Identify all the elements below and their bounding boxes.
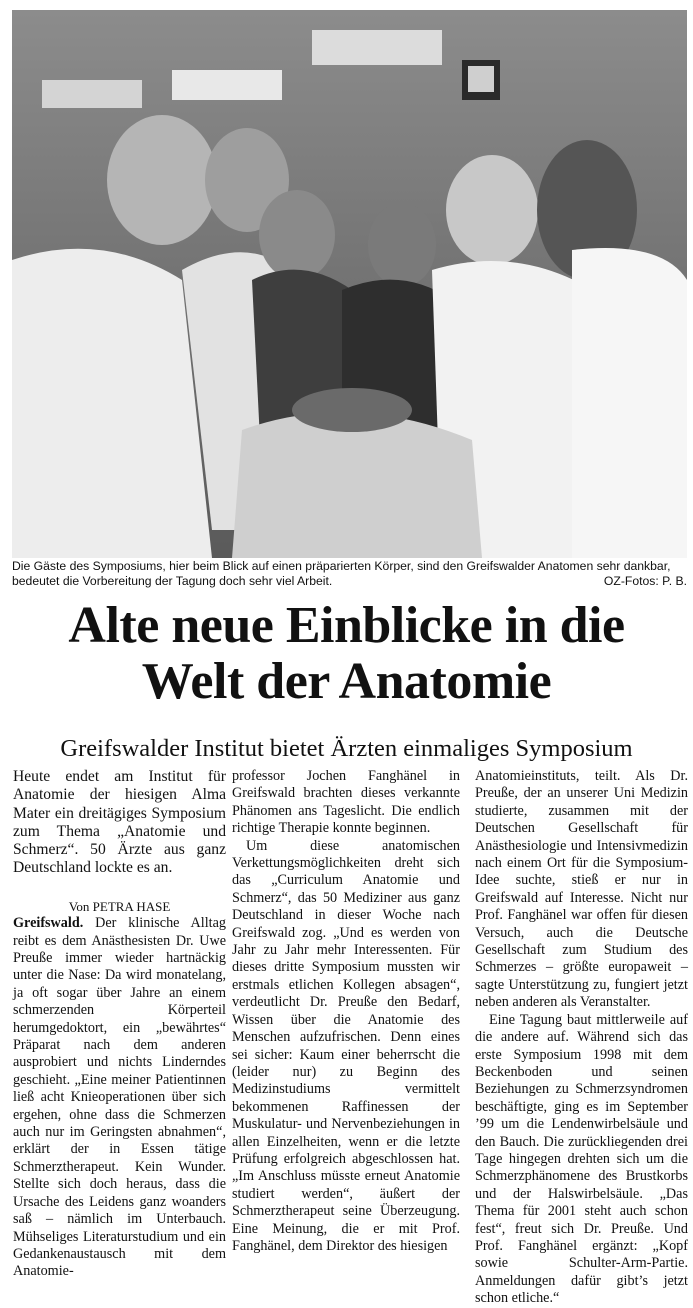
- paragraph-1-text: Der klinische Alltag reibt es dem Anästhesisten Dr. Uwe Preuße immer wieder hartnäckig unter die Nase: Da wird monatelang, ja oft sogar über Jahre an einem schmerzenden Körperteil herumgedoktort, ein „bewährtes“ Präparat nach dem anderen ausprobiert und nichts Linderndes geschieht. „Eine meiner Patientinnen ließ acht Knieoperationen über sich ergehen, ohne dass die Schmerzen auch nur im Geringsten abnahmen“, erklärt der in Essen tätige Schmerztherapeut. Kein Wunder. Stellte sich doch heraus, dass die Ursache des Leidens ganz woanders saß – nämlich im Unterbauch. Mühseliges Literaturstudium und ein Gedankenaustausch mit dem Anatomie-: [13, 915, 227, 1280]
- headline-line-1: Alte neue Einblicke in die: [68, 597, 625, 654]
- article-photo: [12, 10, 687, 558]
- paragraph-5: Eine Tagung baut mittlerweile auf die andere auf. Während sich das erste Symposium 1998 mit dem Beckenboden und seinen Beziehungen zu Schmerzsyndromen beschäftigte, ging es im September ’99 um die Lendenwirbelsäule und den Bauch. Die zurückliegenden drei Tage hingegen drehten sich um die Schmerzphänomene des Brustkorbs und der Halswirbelsäule. „Das Thema für 2001 steht auch schon fest“, freut sich Dr. Preuße. Und Prof. Fanghänel ergänzt: „Kopf sowie Schulter-Arm-Partie. Anmeldungen dafür gibt’s jetzt schon etliche.“: [475, 1011, 688, 1307]
- paragraph-4: Anatomieinstituts, teilt. Als Dr. Preuße, der an unserer Uni Medizin studierte, zusammen mit der Deutschen Gesellschaft für Anästhesiologie und Intensivmedizin nach einem Ort für die Symposium-Idee suchte, stieß er nur in Greifswald auf Interesse. Nicht nur Prof. Fanghänel war offen für diesen Versuch, auch die Deutsche Gesellschaft zum Studium des Schmerzes – größte europaweit – sagte Unterstützung zu, fungiert jetzt neben anderen als Veranstalter.: [475, 768, 688, 1011]
- headline-line-2: Welt der Anatomie: [141, 653, 552, 710]
- headline: [0, 598, 693, 710]
- subheadline: Greifswalder Institut bietet Ärzten einmaliges Symposium: [60, 735, 633, 762]
- photo-credit: OZ-Fotos: P. B.: [603, 574, 687, 588]
- paragraph-1: [13, 915, 226, 1281]
- article-column-2: [232, 768, 460, 1255]
- article-lead: Heute endet am Institut für Anatomie der hiesigen Alma Mater ein dreitägiges Symposium zum Thema „Anatomie und Schmerz“. 50 Ärzte aus ganz Deutschland lockte es an.: [13, 768, 226, 877]
- photo-caption: Die Gäste des Symposiums, hier beim Blick auf einen präparierten Körper, sind den Greifswalder Anatomen sehr dankbar, bedeutet die Vorbereitung der Tagung doch sehr viel Arbeit.: [12, 559, 671, 588]
- paragraph-3: Um diese anatomischen Verkettungsmöglichkeiten dreht sich das „Curriculum Anatomie und Schmerz“, das 50 Mediziner aus ganz Deutschland in dieser Woche nach Greifswald zog. „Und es werden von Jahr zu Jahr mehr Interessenten. Für dieses dritte Symposium mussten wir erstmals etlichen Kollegen absagen“, verdeutlicht Dr. Preuße den Bedarf, Wissen über die Anatomie des Menschen aufzufrischen. Denn eines sei sicher: Kaum einer beherrscht die (leider nur) zu Beginn des Medizinstudiums vermittelt bekommenen Raffinessen der Muskulatur- und Nervenbeziehungen in allen Einzelheiten, wenn er die letzte Prüfung erfolgreich abgeschlossen hat. „Im Anschluss müsste erneut Anatomie studiert werden“, äußert der Schmerztherapeut seine Überzeugung. Eine Meinung, die er mit Prof. Fanghänel, dem Direktor des hiesigen: [232, 837, 460, 1254]
- byline: Von PETRA HASE: [68, 898, 171, 914]
- article-column-1: [13, 768, 226, 1281]
- article-column-3: [475, 768, 688, 1308]
- paragraph-2: professor Jochen Fanghänel in Greifswald brachten dieses verkannte Phänomen ans Tageslicht. Die endlich richtige Therapie konnte beginnen.: [232, 768, 460, 837]
- group-photo-icon: [12, 10, 687, 558]
- dateline: Greifswald.: [13, 915, 84, 932]
